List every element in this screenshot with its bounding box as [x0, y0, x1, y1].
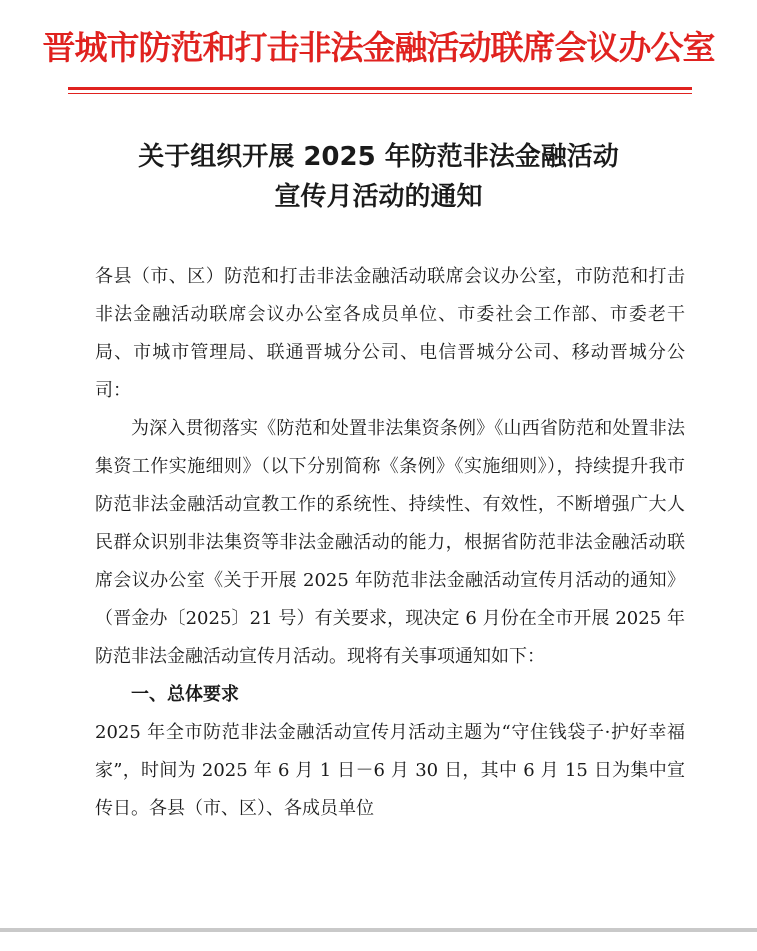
document-body	[95, 258, 685, 828]
document-title-line-2: 宣传月活动的通知	[274, 182, 483, 212]
section-heading-general-requirements: 一、总体要求	[131, 684, 239, 705]
salutation-paragraph: 各县（市、区）防范和打击非法金融活动联席会议办公室，市防范和打击非法金融活动联席会议办公室各成员单位、市委社会工作部、市委老干局、市城市管理局、联通晋城分公司、电信晋城分公司、移动晋城分公司：	[95, 266, 685, 401]
document-title-line-1: 关于组织开展 2025 年防范非法金融活动	[138, 142, 619, 172]
page-bottom-edge	[0, 928, 757, 932]
intro-paragraph: 为深入贯彻落实《防范和处置非法集资条例》《山西省防范和处置非法集资工作实施细则》（以下分别简称《条例》《实施细则》），持续提升我市防范非法金融活动宣教工作的系统性、持续性、有效性，不断增强广大人民群众识别非法集资等非法金融活动的能力，根据省防范非法金融活动联席会议办公室《关于开展 2025 年防范非法金融活动宣传月活动的通知》（晋金办〔2025〕21 号）有关要求，现决定 6 月份在全市开展 2025 年防范非法金融活动宣传月活动。现将有关事项通知如下：	[95, 418, 685, 667]
issuing-office-header: 晋城市防范和打击非法金融活动联席会议办公室	[42, 28, 715, 67]
section-paragraph-general-requirements: 2025 年全市防范非法金融活动宣传月活动主题为“守住钱袋子·护好幸福家”，时间为 2025 年 6 月 1 日－6 月 30 日，其中 6 月 15 日为集中宣传日。各县（市、区）、各成员单位	[95, 722, 685, 819]
header-red-rule-thin	[68, 93, 692, 94]
header-red-rule-thick	[68, 87, 692, 90]
